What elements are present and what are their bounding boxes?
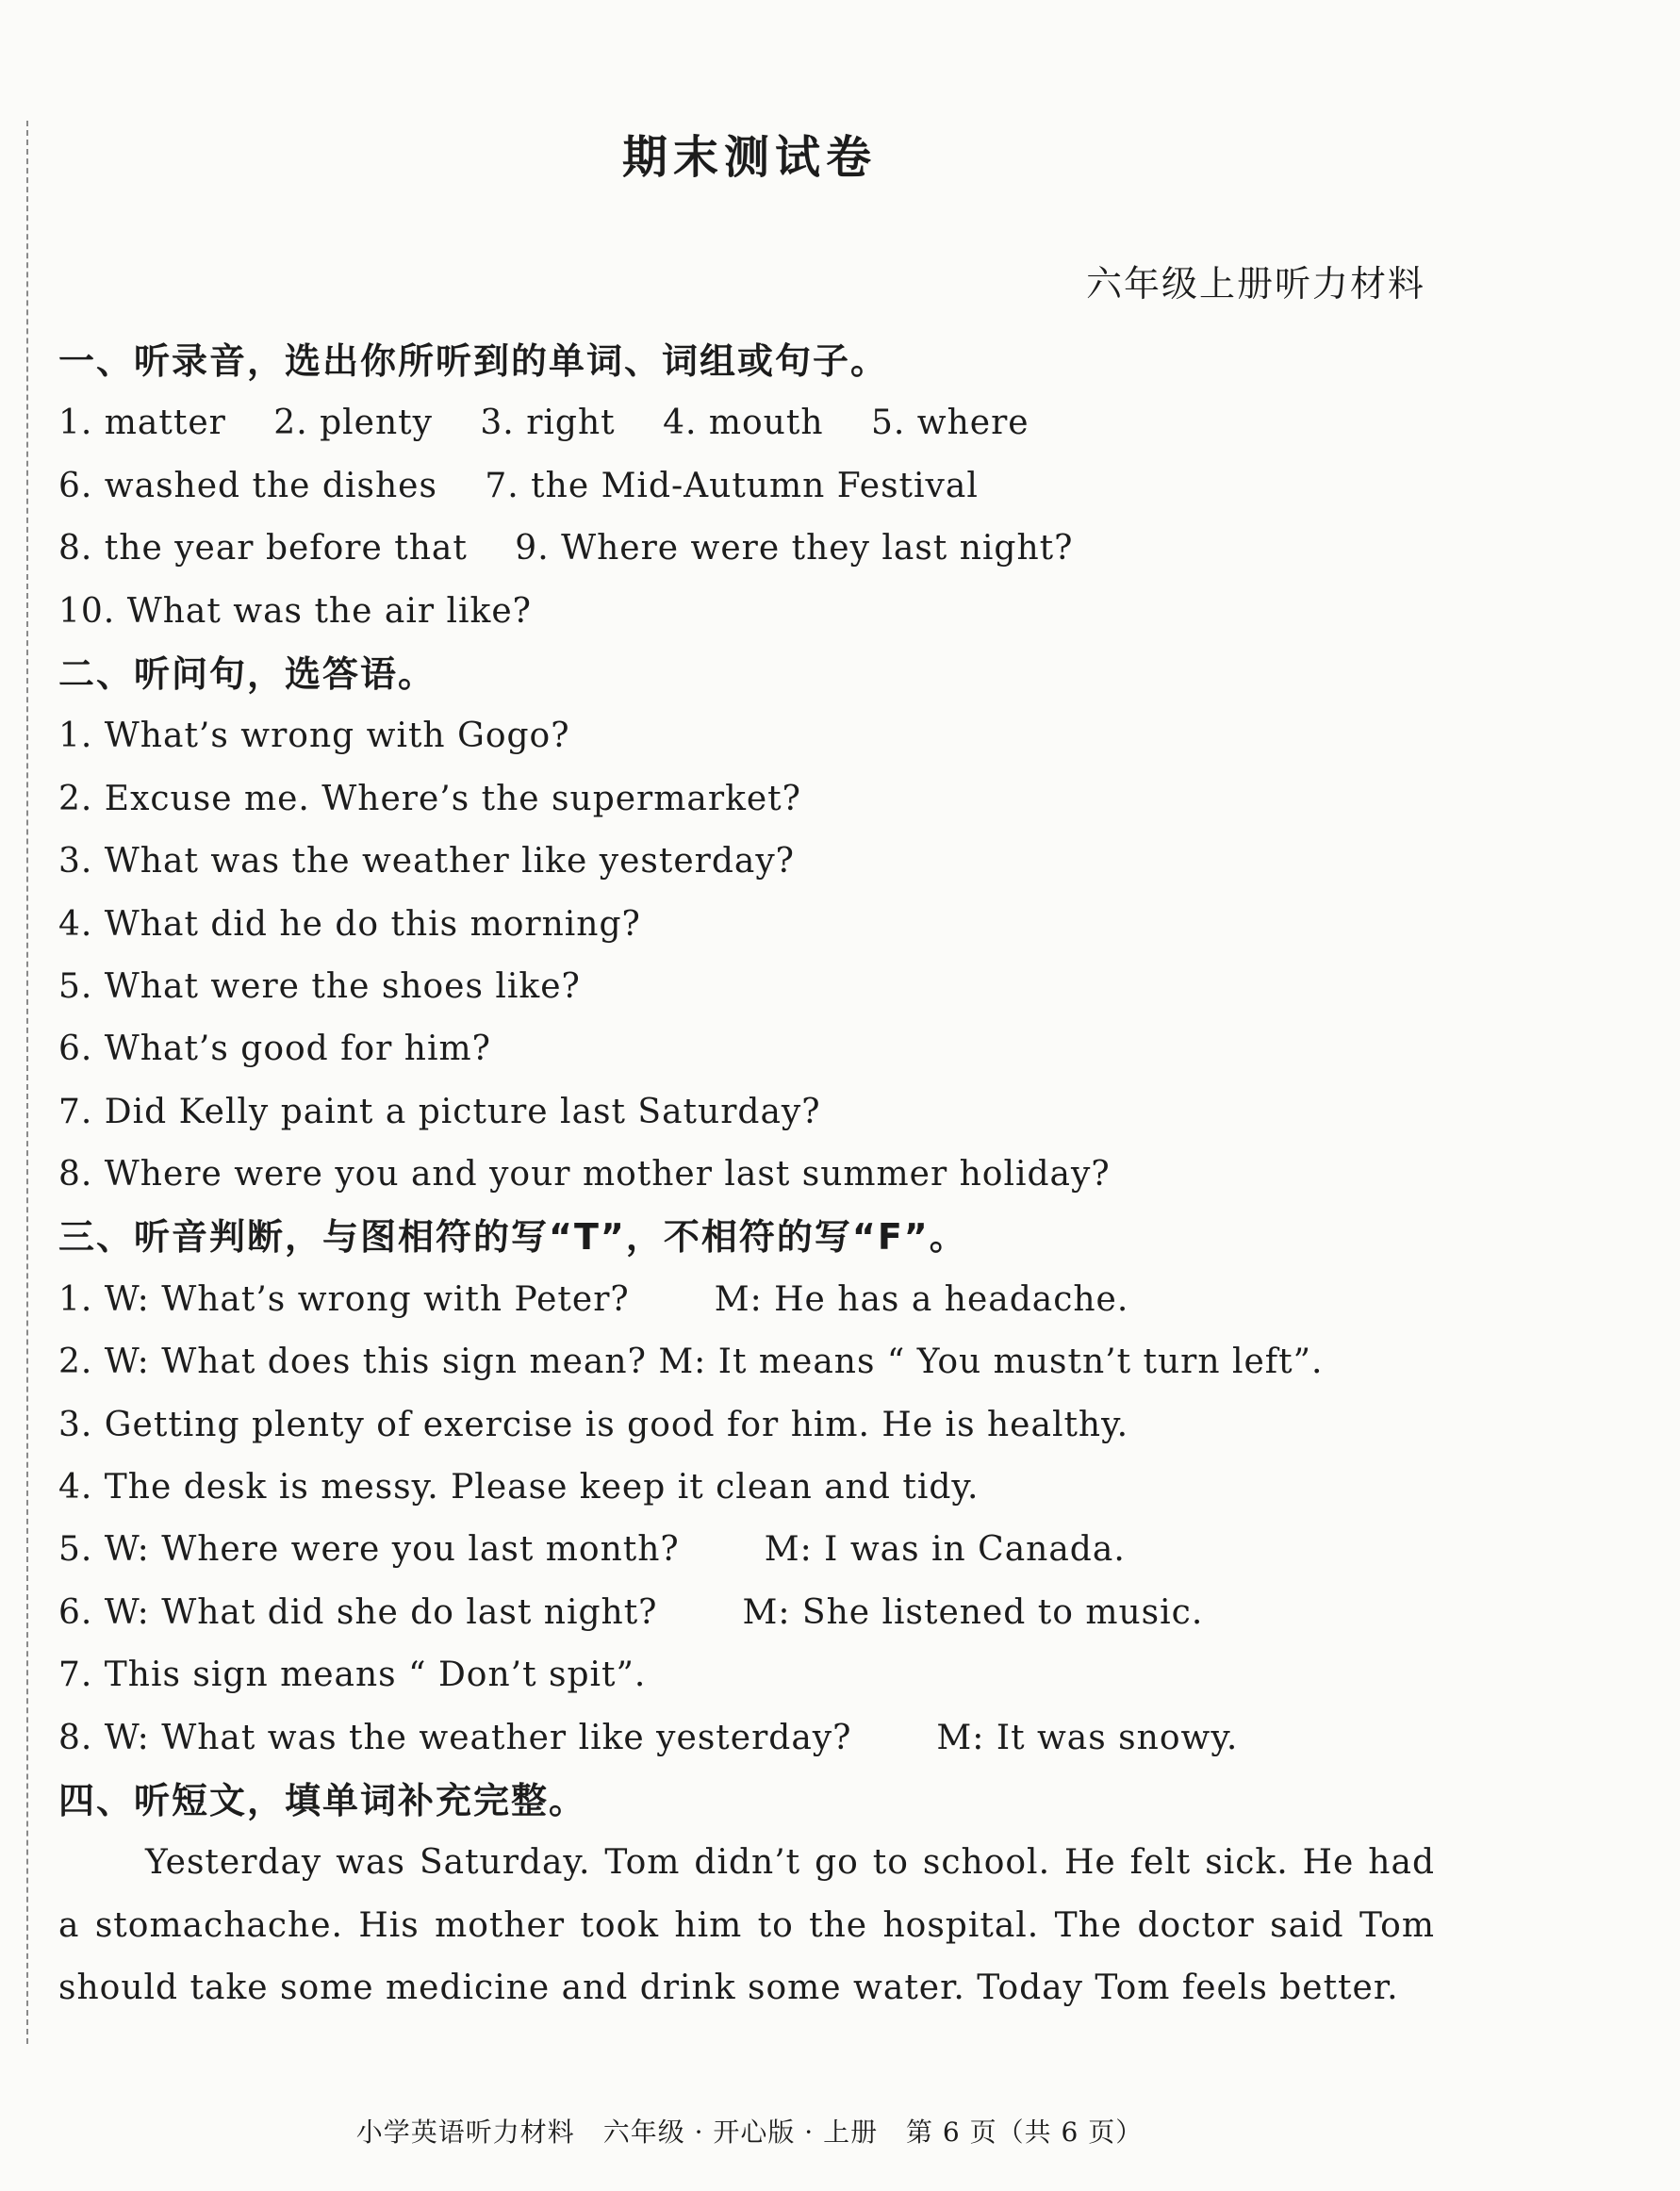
list-item: 3. right [480,404,616,443]
binding-dashed-line [26,121,28,2044]
section3-heading: 三、听音判断，与图相符的写“T”，不相符的写“F”。 [58,1216,967,1259]
list-item: 8. Where were you and your mother last summer holiday? [58,1155,1111,1194]
list-item: 4. mouth [663,404,824,443]
page-footer [0,2112,1499,2150]
dialogue-line: 4. The desk is messy. Please keep it clean and tidy. [58,1468,980,1507]
dialogue-line-w: 6. W: What did she do last night? [58,1592,658,1632]
dialogue-line: 7. This sign means “ Don’t spit”. [58,1656,647,1695]
dialogue-line: 2. W: What does this sign mean? M: It means “ You mustn’t turn left”. [58,1343,1324,1382]
dialogue-line: 3. Getting plenty of exercise is good for him. He is healthy. [58,1405,1129,1444]
section1-heading: 一、听录音，选出你所听到的单词、词组或句子。 [58,340,889,382]
dialogue-item [58,1644,1435,1706]
list-item: 6. washed the dishes [58,466,437,505]
list-item: 4. What did he do this morning? [58,904,641,944]
dialogue-line-w: 1. W: What’s wrong with Peter? [58,1279,630,1319]
dialogue-line-m: M: It was snowy. [936,1718,1239,1757]
list-item: 7. Did Kelly paint a picture last Saturday? [58,1092,821,1131]
section1-row [58,455,1435,518]
dialogue-item [58,1394,1435,1457]
passage-paragraph: Yesterday was Saturday. Tom didn’t go to school. He felt sick. He had a stomachache. His mother took him to the hospital. The doctor said Tom should take some medicine and drink some water. Today Tom feels better. [58,1843,1435,2008]
dialogue-line-w: 5. W: Where were you last month? [58,1530,680,1570]
section1-row [58,392,1435,454]
section1-row [58,581,1435,643]
dialogue-item [58,1519,1435,1581]
footer-page-number: 第 6 页（共 6 页） [906,2117,1144,2148]
dialogue-item [58,1457,1435,1519]
page-subtitle: 六年级上册听力材料 [1085,263,1425,305]
list-item: 2. Excuse me. Where’s the supermarket? [58,779,801,818]
list-item: 9. Where were they last night? [515,529,1074,568]
section2-heading: 二、听问句，选答语。 [58,652,436,695]
dialogue-line-m: M: I was in Canada. [764,1530,1126,1570]
dialogue-item [58,1707,1435,1770]
section4-heading: 四、听短文，填单词补充完整。 [58,1779,587,1821]
dialogue-item [58,1582,1435,1644]
page-title: 期末测试卷 [621,131,877,184]
dialogue-item [58,1331,1435,1393]
list-item: 8. the year before that [58,529,468,568]
dialogue-line-m: M: He has a headache. [714,1279,1129,1319]
list-item: 3. What was the weather like yesterday? [58,842,795,881]
list-item: 1. matter [58,404,226,443]
section1-row [58,518,1435,580]
list-item: 2. plenty [273,404,433,443]
list-item: 5. What were the shoes like? [58,966,581,1006]
list-item: 7. the Mid-Autumn Festival [485,466,979,505]
dialogue-line-m: M: She listened to music. [742,1592,1204,1632]
dialogue-line-w: 8. W: What was the weather like yesterday? [58,1718,852,1757]
list-item: 10. What was the air like? [58,591,532,631]
dialogue-item [58,1269,1435,1331]
list-item: 6. What’s good for him? [58,1030,491,1069]
document-body [58,330,1435,2020]
footer-book-title: 小学英语听力材料 [355,2117,575,2148]
list-item: 1. What’s wrong with Gogo? [58,717,570,756]
footer-edition: 六年级 · 开心版 · 上册 [602,2117,879,2148]
list-item: 5. where [870,404,1029,443]
